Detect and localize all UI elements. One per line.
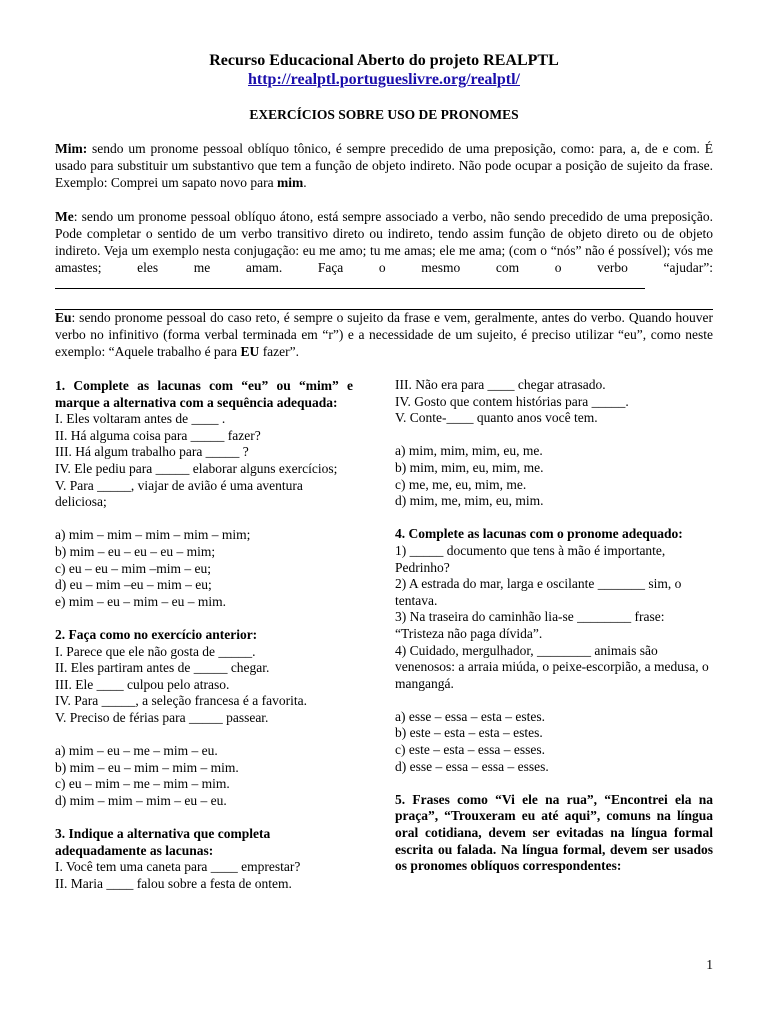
question-5-title: 5. Frases como “Vi ele na rua”, “Encontrei ela na praça”, “Trouxeram eu até aqui”, comuns na língua oral cotidiana, devem ser evitadas na língua formal escrita ou falada. Na língua formal, devem ser usados os pronomes oblíquos correspondentes: (395, 791, 713, 874)
me-paragraph (55, 208, 713, 310)
q2-item: III. Ele ____ culpou pelo atraso. (55, 676, 230, 692)
q3-item: IV. Gosto que contem histórias para _____. (395, 393, 629, 409)
q2-item: V. Preciso de férias para _____ passear. (55, 709, 269, 725)
mim-paragraph (55, 140, 713, 191)
section-heading: EXERCÍCIOS SOBRE USO DE PRONOMES (249, 107, 519, 122)
q4-option: b) este – esta – esta – estes. (395, 725, 543, 741)
question-2-title: 2. Faça como no exercício anterior: (55, 626, 258, 642)
q1-item: IV. Ele pediu para _____ elaborar alguns exercícios; (55, 460, 338, 476)
q4-option: a) esse – essa – esta – estes. (395, 708, 545, 724)
q1-option: b) mim – eu – eu – eu – mim; (55, 543, 216, 559)
eu-term: Eu (55, 310, 72, 325)
q3-item: V. Conte-____ quanto anos você tem. (395, 410, 598, 426)
mim-example-word: mim (276, 175, 304, 190)
mim-term: Mim: (55, 141, 88, 156)
mim-text: sendo um pronome pessoal oblíquo tônico, é sempre precedido de uma preposição, como: para, a, de e com. É usado para substituir um substantivo que tem a função de objeto indireto. Não pode ocupar a posição de sujeito da frase. Exemplo: Comprei um sapato novo para (55, 141, 713, 190)
answer-line-2[interactable] (55, 293, 713, 310)
q3-item: III. Não era para ____ chegar atrasado. (395, 377, 606, 392)
q3-option: d) mim, me, mim, eu, mim. (395, 493, 544, 509)
page-number: 1 (706, 957, 713, 972)
q1-item: II. Há alguma coisa para _____ fazer? (55, 427, 261, 443)
q4-item: 1) _____ documento que tens à mão é importante, Pedrinho? (395, 542, 666, 575)
q4-item: 3) Na traseira do caminhão lia-se ________ frase: “Tristeza não paga dívida”. (395, 609, 665, 641)
q1-option: e) mim – eu – mim – eu – mim. (55, 593, 226, 609)
mim-end: . (303, 175, 307, 190)
right-column (395, 377, 713, 875)
q4-option: c) este – esta – essa – esses. (395, 742, 545, 758)
q4-option: d) esse – essa – essa – esses. (395, 758, 549, 774)
q2-item: I. Parece que ele não gosta de _____. (55, 643, 256, 659)
q1-item: III. Há algum trabalho para _____ ? (55, 444, 249, 460)
q2-option: b) mim – eu – mim – mim – mim. (55, 759, 239, 775)
q1-option: d) eu – mim –eu – mim – eu; (55, 577, 212, 593)
document-title: Recurso Educacional Aberto do projeto REALPTL (209, 52, 559, 69)
question-4-title: 4. Complete as lacunas com o pronome adequado: (395, 526, 683, 542)
q1-item: V. Para _____, viajar de avião é uma aventura deliciosa; (55, 477, 303, 510)
eu-example-word: EU (240, 344, 260, 359)
q1-option: a) mim – mim – mim – mim – mim; (55, 527, 251, 543)
q2-item: II. Eles partiram antes de _____ chegar. (55, 660, 270, 676)
question-1-title: 1. Complete as lacunas com “eu” ou “mim” e marque a alternativa com a sequência adequada: (55, 378, 353, 410)
eu-paragraph (55, 309, 713, 360)
q3-option: a) mim, mim, mim, eu, me. (395, 443, 543, 459)
project-link-line (0, 71, 768, 89)
me-term: Me (55, 209, 74, 224)
q1-item: I. Eles voltaram antes de ____ . (55, 411, 226, 427)
project-url-link[interactable]: http://realptl.portugueslivre.org/realptl/ (248, 71, 520, 88)
q2-option: a) mim – eu – me – mim – eu. (55, 743, 218, 759)
q1-option: c) eu – eu – mim –mim – eu; (55, 560, 211, 576)
me-text: : sendo um pronome pessoal oblíquo átono, está sempre associado a verbo, não sendo precedido de uma preposição. Pode completar o sentido de um verbo transitivo direto ou indireto, tendo assim função de objeto direto ou de objeto indireto. Veja um exemplo nesta conjugação: eu me amo; tu me amas; ele me ama; (com o “nós” não é possível); vós me amastes; eles me amam. Faça o mesmo com o verbo “ajudar”: (55, 209, 713, 275)
q4-item: 2) A estrada do mar, larga e oscilante _______ sim, o tentava. (395, 576, 682, 608)
question-3-title: 3. Indique a alternativa que completa adequadamente as lacunas: (55, 826, 271, 858)
q2-option: d) mim – mim – mim – eu – eu. (55, 792, 227, 808)
q3-option: b) mim, mim, eu, mim, me. (395, 459, 544, 475)
answer-line[interactable] (55, 276, 645, 289)
q3-item: II. Maria ____ falou sobre a festa de ontem. (55, 875, 292, 891)
q3-item: I. Você tem uma caneta para ____ emprestar? (55, 859, 301, 875)
q4-item: 4) Cuidado, mergulhador, ________ animais são venenosos: a arraia miúda, o peixe-escorpião, a medusa, o mangangá. (395, 642, 709, 691)
eu-text: : sendo pronome pessoal do caso reto, é sempre o sujeito da frase e vem, geralmente, antes do verbo. Quando houver verbo no infinitivo (forma verbal terminada em “r”) e a necessidade de um sujeito, é preciso utilizar “eu”, como neste exemplo: “Aquele trabalho é para (55, 310, 713, 359)
q2-option: c) eu – mim – me – mim – mim. (55, 776, 230, 792)
eu-end: fazer”. (259, 344, 300, 359)
q2-item: IV. Para _____, a seleção francesa é a favorita. (55, 693, 308, 709)
q3-option: c) me, me, eu, mim, me. (395, 476, 527, 492)
left-column (55, 378, 353, 892)
